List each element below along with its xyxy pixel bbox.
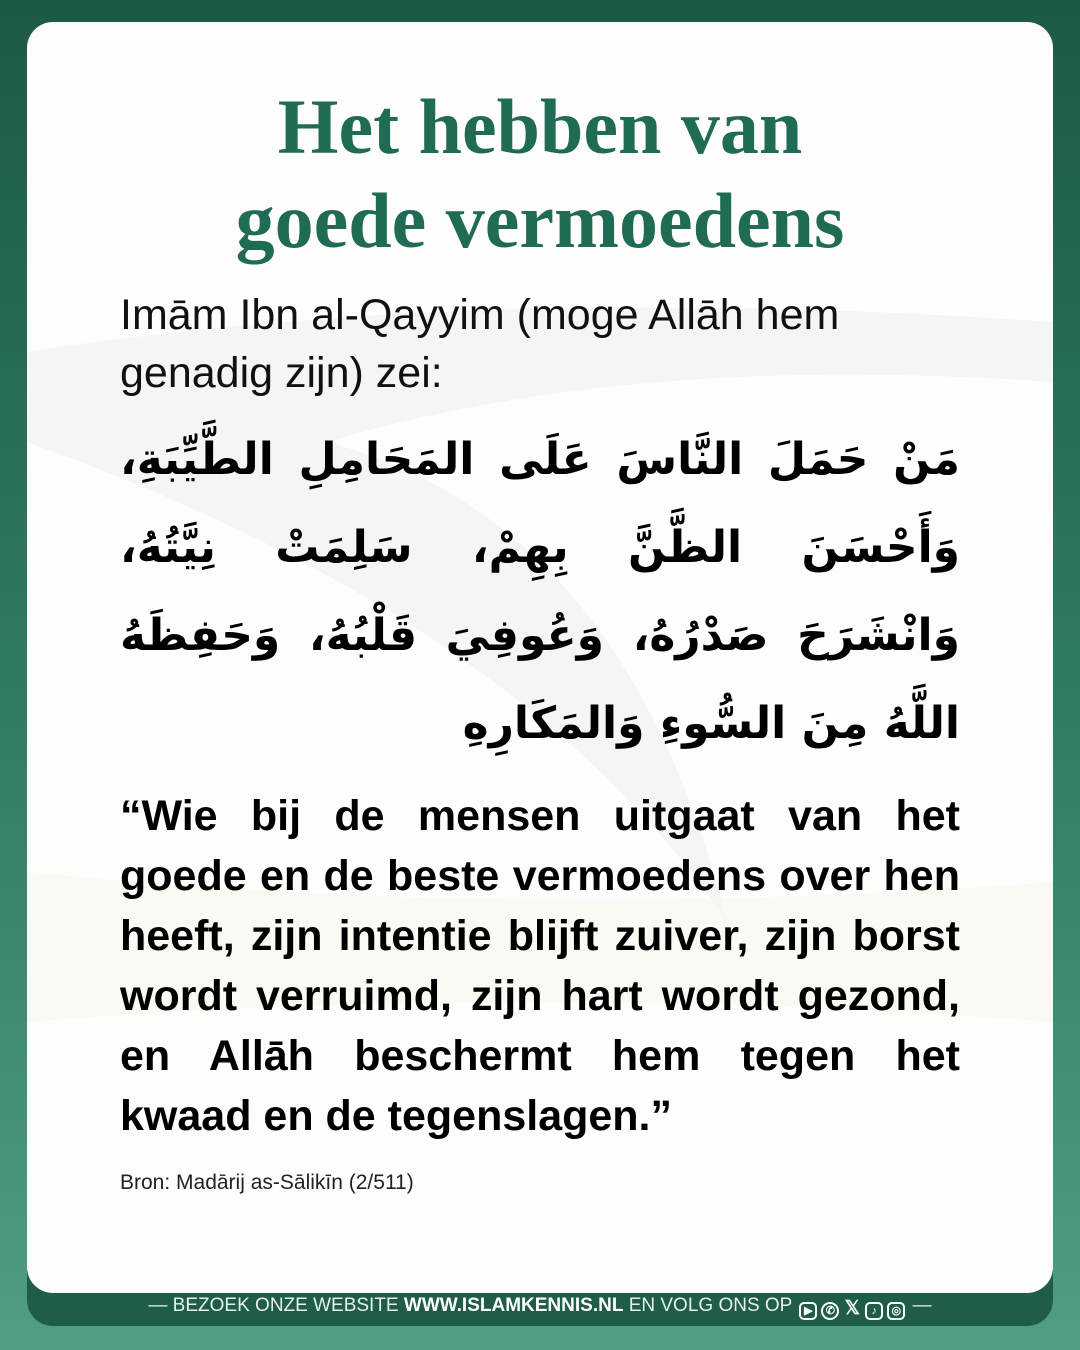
tiktok-icon[interactable]: ♪: [865, 1302, 883, 1320]
title-line-2: goede vermoedens: [235, 177, 845, 264]
footer-middle: EN VOLG ONS OP: [623, 1295, 798, 1316]
translation-quote: “Wie bij de mensen uitgaat van het goede en de beste vermoedens over hen heeft, zijn intentie blijft zuiver, zijn borst wordt verruimd, zijn hart wordt gezond, en Allāh beschermt hem tegen het kwaad en de tegenslagen.”: [120, 792, 960, 1140]
footer-suffix: —: [907, 1295, 932, 1316]
arabic-quote: مَنْ حَمَلَ النَّاسَ عَلَى المَحَامِلِ الطَّيِّبَةِ، وَأَحْسَنَ الظَّنَّ بِهِمْ، سَلِمَتْ نِيَّتُهُ، وَانْشَرَحَ صَدْرُهُ، وَعُوفِيَ قَلْبُهُ، وَحَفِظَهُ اللَّهُ مِنَ السُّوءِ وَالمَكَارِهِ: [120, 434, 960, 749]
title-line-1: Het hebben van: [277, 83, 803, 170]
instagram-icon[interactable]: ◎: [887, 1302, 905, 1320]
x-icon[interactable]: 𝕏: [844, 1298, 860, 1319]
whatsapp-icon[interactable]: ✆: [821, 1302, 839, 1320]
footer-prefix: — BEZOEK ONZE WEBSITE: [148, 1295, 404, 1316]
content-card: [27, 22, 1053, 1293]
footer: [0, 1295, 1080, 1320]
source-citation: Bron: Madārij as-Sālikīn (2/511): [120, 1171, 414, 1194]
intro-text: Imām Ibn al-Qayyim (moge Allāh hem genadig zijn) zei:: [120, 291, 840, 397]
content-column: [27, 22, 1053, 1196]
youtube-icon[interactable]: ▶: [799, 1302, 817, 1320]
page-title: [60, 80, 1020, 268]
website-link[interactable]: WWW.ISLAMKENNIS.NL: [403, 1295, 624, 1316]
